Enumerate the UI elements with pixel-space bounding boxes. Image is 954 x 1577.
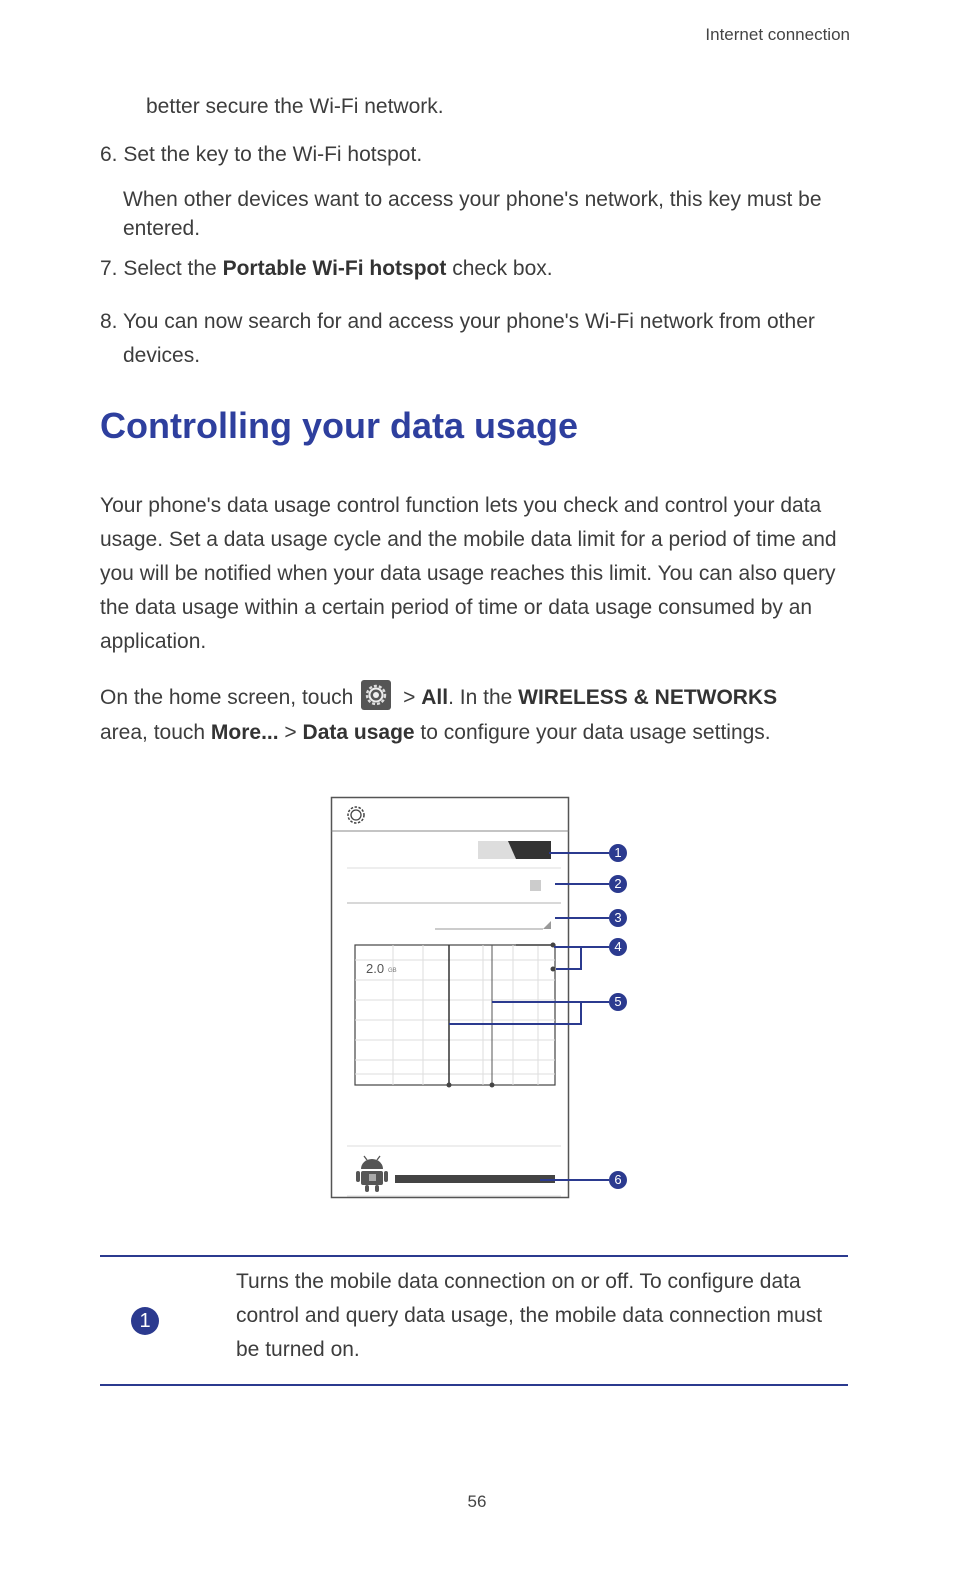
chart-limit-label: 2.0 — [366, 961, 385, 976]
callout-2: 2 — [609, 875, 627, 893]
continued-text: better secure the Wi-Fi network. — [146, 95, 444, 118]
step-6: 6. Set the key to the Wi-Fi hotspot. — [100, 143, 423, 166]
step-8: 8. You can now search for and access your phone's Wi-Fi network from other devices. — [100, 310, 815, 367]
navigation-instructions — [100, 680, 850, 750]
section-body: Your phone's data usage control function lets you check and control your data usage. Set a data usage cycle and the mobile data limit for a period of time and you will be notified when your data usage reaches this limit. You can also query the data usage within a certain period of time or data usage consumed by an application. — [100, 494, 837, 653]
more-label: More... — [210, 721, 279, 744]
nav-separator: > — [397, 686, 422, 709]
nav-text: . In the — [448, 686, 519, 709]
limit-checkbox — [530, 880, 541, 891]
mobile-data-toggle — [478, 841, 551, 859]
section-title: Controlling your data usage — [100, 405, 579, 446]
table-bottom-rule — [100, 1384, 848, 1386]
callout-4: 4 — [609, 938, 627, 956]
step-6-note: When other devices want to access your phone's network, this key must be entered. — [123, 188, 822, 240]
table-top-rule — [100, 1255, 848, 1257]
chart-unit-label: GB — [388, 968, 397, 974]
nav-separator: > — [278, 721, 303, 744]
table-row-text: Turns the mobile data connection on or off. To configure data control and query data usage, the mobile data connection must be turned on. — [236, 1270, 823, 1361]
table-row-number: 1 — [131, 1307, 159, 1335]
callout-1: 1 — [609, 844, 627, 862]
running-header: Internet connection — [705, 25, 850, 44]
all-label: All — [421, 686, 449, 709]
portable-wifi-hotspot-label: Portable Wi-Fi hotspot — [222, 257, 447, 280]
step-7 — [100, 257, 553, 281]
usage-chart — [355, 943, 556, 1088]
nav-text: to configure your data usage settings. — [414, 721, 771, 744]
page-number: 56 — [467, 1492, 487, 1511]
data-usage-label: Data usage — [302, 721, 415, 744]
app-usage-bar — [395, 1175, 555, 1183]
wireless-networks-label: WIRELESS & NETWORKS — [518, 686, 778, 709]
settings-gear-icon — [361, 680, 391, 710]
callout-6: 6 — [609, 1171, 627, 1189]
step-7-text-end: check box. — [446, 257, 553, 280]
nav-text: area, touch — [100, 721, 211, 744]
callout-3: 3 — [609, 909, 627, 927]
nav-text: On the home screen, touch — [100, 686, 354, 709]
step-7-text: 7. Select the — [100, 257, 223, 280]
callout-5: 5 — [609, 993, 627, 1011]
data-usage-figure — [330, 796, 630, 1201]
